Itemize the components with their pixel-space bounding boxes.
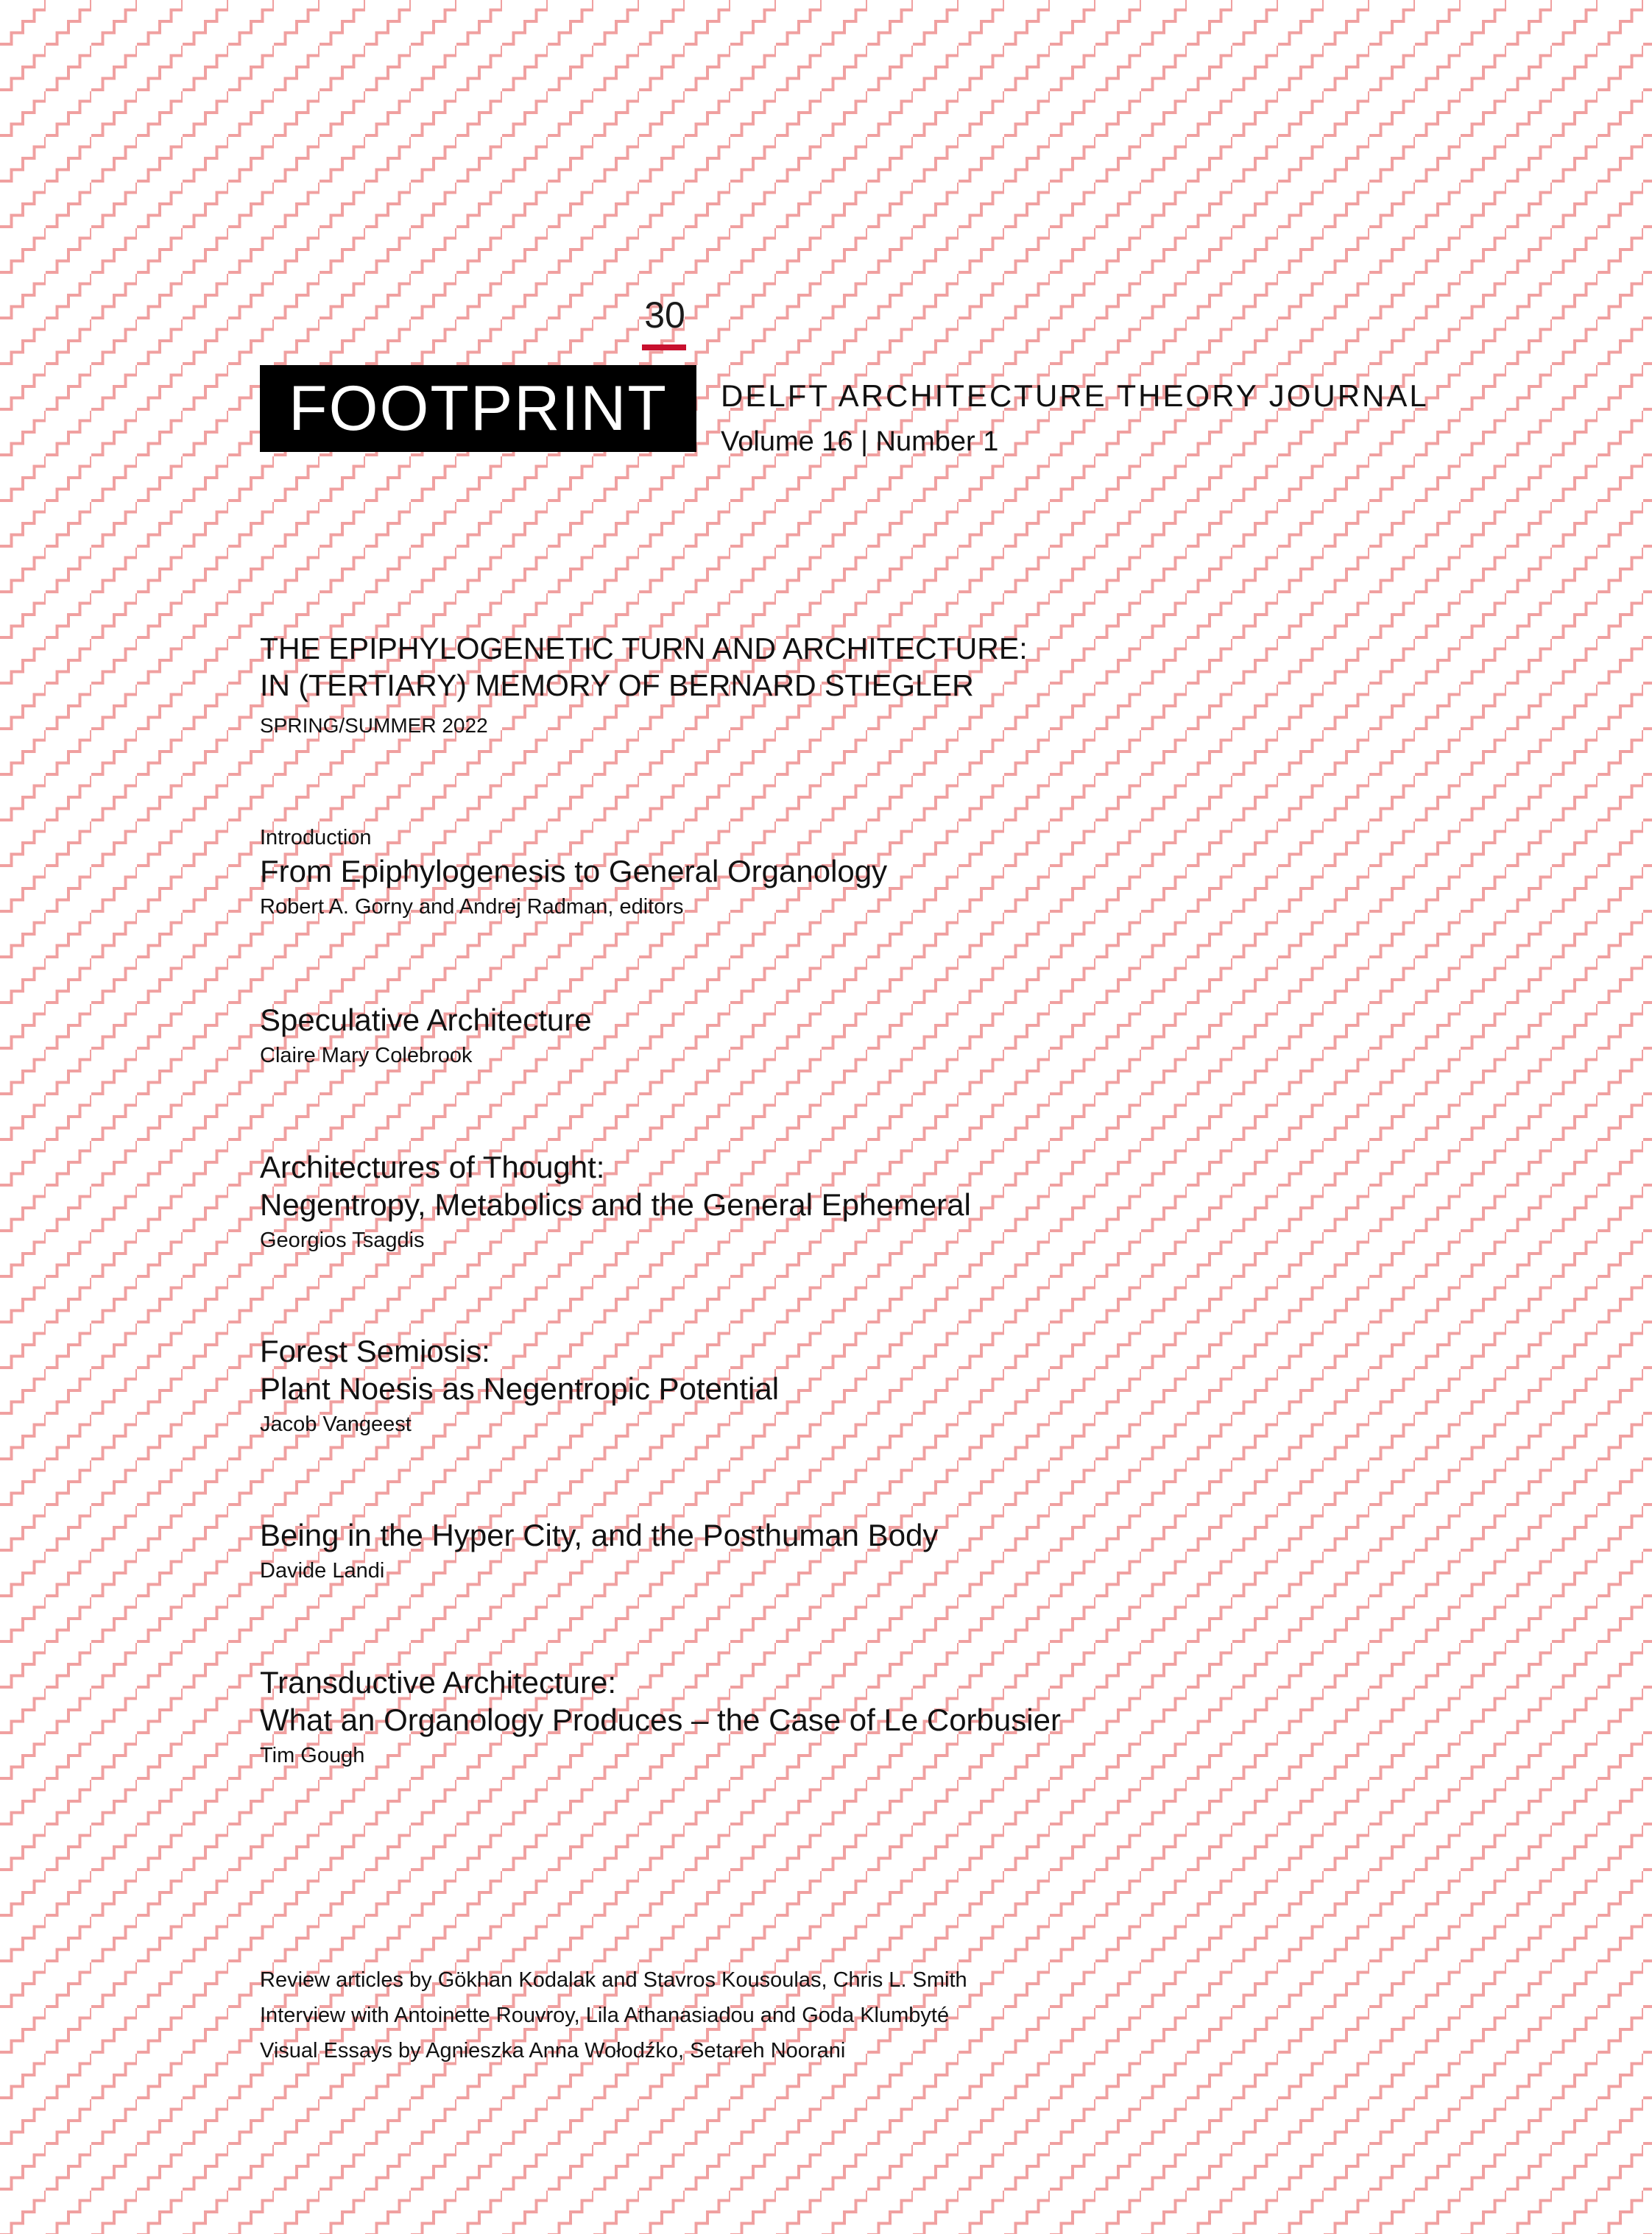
article-author: Georgios Tsagdis [260, 1229, 425, 1252]
article-title: Being in the Hyper City, and the Posthuman Body [260, 1518, 939, 1552]
article-title-line-1: Forest Semiosis: [260, 1334, 490, 1368]
article-title-line-2: What an Organology Produces – the Case of Le Corbusier [260, 1703, 1061, 1737]
article-title-line-2: Plant Noesis as Negentropic Potential [260, 1371, 780, 1406]
article-title-line-1: Architectures of Thought: [260, 1150, 605, 1184]
volume-number: Volume 16 | Number 1 [721, 426, 999, 457]
review-articles-line: Review articles by Gökhan Kodalak and Stavros Kousoulas, Chris L. Smith [260, 1968, 967, 1992]
article-title: From Epiphylogenesis to General Organology [260, 854, 888, 888]
article-architectures-of-thought [260, 1148, 1511, 1257]
article-author: Robert A. Gorny and Andrej Radman, editors [260, 895, 684, 919]
issue-title [260, 630, 1028, 704]
footprint-logo: FOOTPRINT [260, 365, 696, 452]
visual-essays-line: Visual Essays by Agnieszka Anna Wołodźko, Setareh Noorani [260, 2039, 846, 2062]
additional-contents [260, 1962, 967, 2068]
article-author: Tim Gough [260, 1744, 365, 1767]
issue-number: 30 [644, 294, 685, 336]
article-title-line-1: Transductive Architecture: [260, 1665, 616, 1700]
issue-season: SPRING/SUMMER 2022 [260, 714, 488, 737]
interview-line: Interview with Antoinette Rouvroy, Lila Athanasiadou and Goda Klumbyté [260, 2004, 950, 2027]
article-transductive-architecture [260, 1664, 1511, 1772]
article-hyper-city [260, 1516, 1511, 1588]
article-title: Speculative Architecture [260, 1003, 592, 1037]
article-forest-semiosis [260, 1332, 1511, 1441]
article-kicker: Introduction [260, 826, 372, 849]
issue-title-line-1: THE EPIPHYLOGENETIC TURN AND ARCHITECTURE: [260, 632, 1028, 665]
article-introduction [260, 823, 1511, 924]
journal-title: DELFT ARCHITECTURE THEORY JOURNAL [721, 378, 1429, 413]
issue-title-line-2: IN (TERTIARY) MEMORY OF BERNARD STIEGLER [260, 668, 974, 702]
article-author: Jacob Vangeest [260, 1413, 412, 1436]
article-author: Davide Landi [260, 1559, 385, 1583]
article-speculative-architecture [260, 1001, 1511, 1072]
article-author: Claire Mary Colebrook [260, 1044, 473, 1067]
article-title-line-2: Negentropy, Metabolics and the General Ephemeral [260, 1187, 971, 1222]
issue-number-underline [642, 344, 686, 350]
